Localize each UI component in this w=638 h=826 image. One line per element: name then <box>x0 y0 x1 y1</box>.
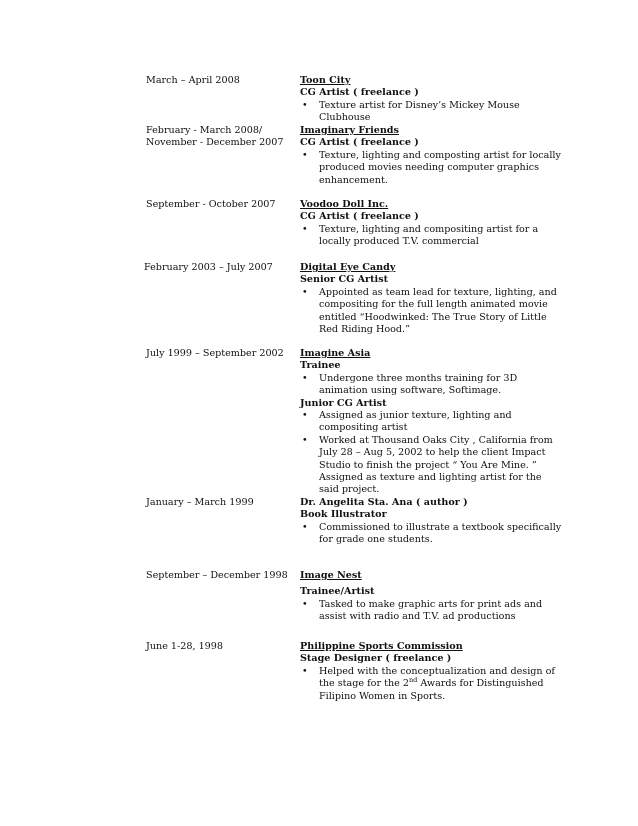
entry-date-line: November - December 2007 <box>146 137 284 149</box>
bullet-list <box>300 410 562 497</box>
company-name: Toon City <box>300 75 351 86</box>
job-role: CG Artist ( freelance ) <box>300 87 419 99</box>
bullet-item <box>300 666 562 703</box>
job-role: Book Illustrator <box>300 509 387 521</box>
entry-date: September – December 1998 <box>146 570 288 581</box>
bullet-item: • Worked at Thousand Oaks City , California from July 28 – Aug 5, 2002 to help the client Impact Studio to finish the project “ You Are Mine. ” Assigned as texture and lighting artist for the said project. <box>300 435 562 497</box>
job-role: CG Artist ( freelance ) <box>300 211 419 223</box>
job-role: Trainee <box>300 360 341 372</box>
bullet-text: Awards for Distinguished Filipino Women in Sports. <box>319 678 544 702</box>
bullet-item: • Undergone three months training for 3D animation using software, Softimage. <box>300 373 562 398</box>
entry-date: June 1-28, 1998 <box>146 641 223 652</box>
company-name: Dr. Angelita Sta. Ana ( author ) <box>300 497 468 508</box>
entry-detail <box>300 641 562 703</box>
bullet-list <box>300 666 562 703</box>
bullet-list <box>300 522 562 547</box>
entry-date <box>146 125 296 150</box>
company-name: Digital Eye Candy <box>300 262 396 273</box>
entry-detail <box>300 497 562 547</box>
bullet-list <box>300 100 562 125</box>
bullet-item: • Assigned as junior texture, lighting and compositing artist <box>300 410 562 435</box>
entry-detail <box>300 570 562 624</box>
entry-date: March – April 2008 <box>146 75 240 86</box>
job-role: Stage Designer ( freelance ) <box>300 653 452 665</box>
entry-detail <box>300 125 562 187</box>
entry-detail <box>300 75 562 125</box>
company-name: Philippine Sports Commission <box>300 641 463 652</box>
entry-detail <box>300 348 562 497</box>
job-role: Senior CG Artist <box>300 274 389 286</box>
entry-date: July 1999 – September 2002 <box>146 348 284 359</box>
job-role: Junior CG Artist <box>300 397 387 409</box>
entry-date: February 2003 – July 2007 <box>144 262 273 273</box>
entry-detail <box>300 199 562 249</box>
entry-date: September - October 2007 <box>146 199 276 210</box>
bullet-item: • Tasked to make graphic arts for print ads and assist with radio and T.V. ad productions <box>300 599 562 624</box>
job-role: Trainee/Artist <box>300 586 375 598</box>
bullet-list <box>300 599 562 624</box>
company-name: Image Nest <box>300 570 362 581</box>
bullet-list <box>300 150 562 187</box>
bullet-item: • Texture, lighting and compositing artist for a locally produced T.V. commercial <box>300 224 562 249</box>
company-name: Voodoo Doll Inc. <box>300 199 389 210</box>
bullet-list <box>300 373 562 398</box>
bullet-list <box>300 224 562 249</box>
bullet-item: • Commissioned to illustrate a textbook specifically for grade one students. <box>300 522 562 547</box>
bullet-item: • Appointed as team lead for texture, lighting, and compositing for the full length animated movie entitled “Hoodwinked: The True Story of Little Red Riding Hood.” <box>300 287 562 337</box>
job-role: CG Artist ( freelance ) <box>300 137 419 149</box>
company-name: Imaginary Friends <box>300 125 399 136</box>
bullet-item: • Texture artist for Disney’s Mickey Mouse Clubhouse <box>300 100 562 125</box>
entry-date: January – March 1999 <box>146 497 254 508</box>
company-name: Imagine Asia <box>300 348 371 359</box>
bullet-item: • Texture, lighting and composting artist for locally produced movies needing computer graphics enhancement. <box>300 150 562 187</box>
entry-date-line: February - March 2008/ <box>146 125 263 136</box>
bullet-list <box>300 287 562 337</box>
ordinal-superscript: nd <box>408 676 418 685</box>
entry-detail <box>300 262 562 336</box>
bullet-text: Helped with the conceptualization and design of the stage for the 2 <box>319 665 555 690</box>
